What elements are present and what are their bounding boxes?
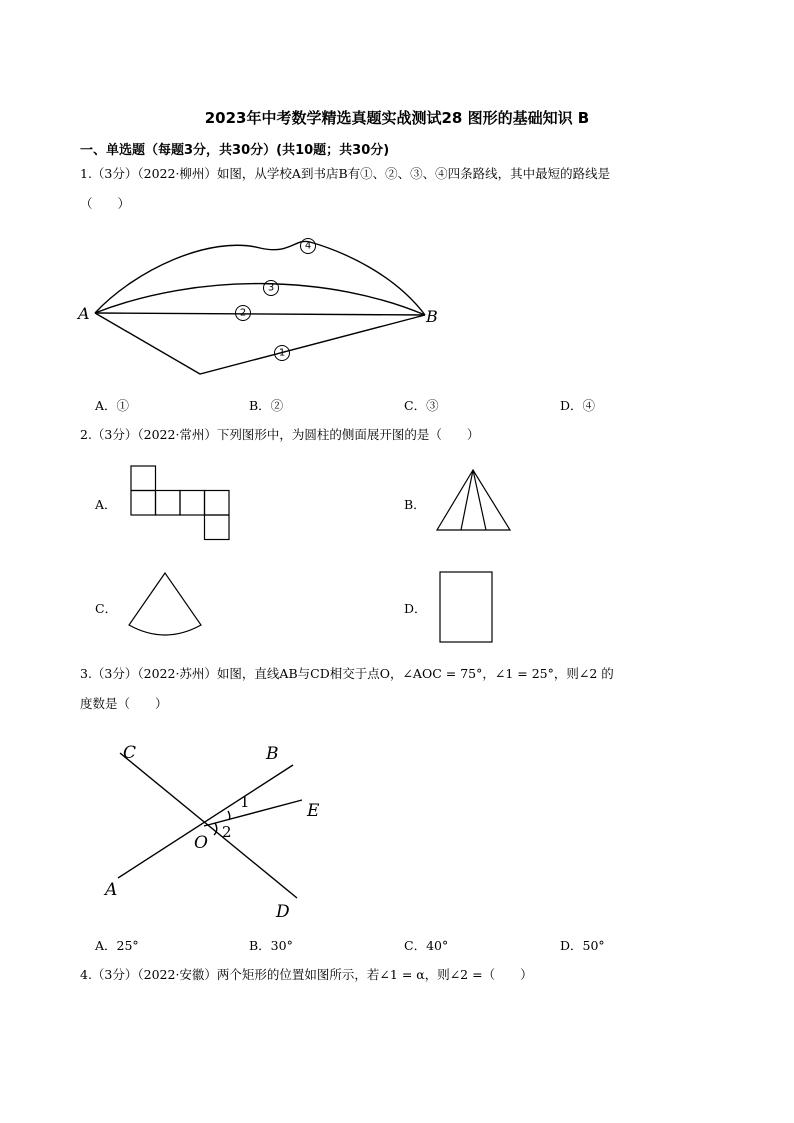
- q1-option-c[interactable]: C．③: [404, 398, 439, 413]
- q1-option-b[interactable]: B．②: [249, 398, 284, 413]
- route-3-number: 3: [267, 282, 275, 294]
- question-2-stem: 2.（3分）（2022·常州）下列图形中，为圆柱的侧面展开图的是（ ）: [80, 427, 480, 442]
- q1-option-a[interactable]: A．①: [95, 398, 130, 413]
- label-o: O: [194, 833, 208, 853]
- line-ab: [118, 765, 293, 878]
- q3-option-a[interactable]: A．25°: [95, 938, 139, 953]
- question-4-stem: 4.（3分）（2022·安徽）两个矩形的位置如图所示，若∠1 = α，则∠2 =（ ）: [80, 967, 533, 982]
- angle-1-arc: [228, 811, 230, 820]
- q2-option-b[interactable]: B．: [404, 497, 426, 512]
- angle-2-arc: [214, 823, 217, 835]
- q3-option-b[interactable]: B．30°: [249, 938, 293, 953]
- q3-option-c[interactable]: C．40°: [404, 938, 449, 953]
- q2-option-c[interactable]: C．: [95, 601, 118, 616]
- page-title: 2023年中考数学精选真题实战测试28 图形的基础知识 B: [204, 109, 590, 127]
- route-1-number: 1: [278, 347, 286, 359]
- label-e: E: [307, 801, 320, 821]
- label-b: B: [266, 744, 279, 764]
- q2-option-d[interactable]: D．: [404, 601, 427, 616]
- q2-option-a[interactable]: A．: [95, 497, 117, 512]
- question-3-stem-line2: 度数是（ ）: [80, 696, 168, 711]
- section-heading: 一、单选题（每题3分，共30分）(共10题；共30分): [80, 143, 390, 158]
- q3-option-d[interactable]: D．50°: [560, 938, 605, 953]
- point-a-label: A: [78, 304, 90, 323]
- question-1-stem-line1: 1.（3分）（2022·柳州）如图，从学校A到书店B有①、②、③、④四条路线，其中最短的路线是: [80, 166, 611, 181]
- route-4-number: 4: [304, 240, 312, 252]
- q1-option-d[interactable]: D．④: [560, 398, 596, 413]
- question-1-stem-line2: （ ）: [80, 196, 131, 211]
- label-c: C: [123, 743, 137, 763]
- question-3-stem-line1: 3.（3分）（2022·苏州）如图，直线AB与CD相交于点O，∠AOC = 75°，∠1 = 25°，则∠2 的: [80, 666, 614, 681]
- route-2-number: 2: [239, 307, 247, 319]
- angle-1-label: 1: [240, 793, 250, 811]
- label-a: A: [105, 880, 118, 900]
- angle-2-label: 2: [222, 823, 232, 841]
- point-b-label: B: [426, 307, 438, 326]
- label-d: D: [276, 902, 290, 922]
